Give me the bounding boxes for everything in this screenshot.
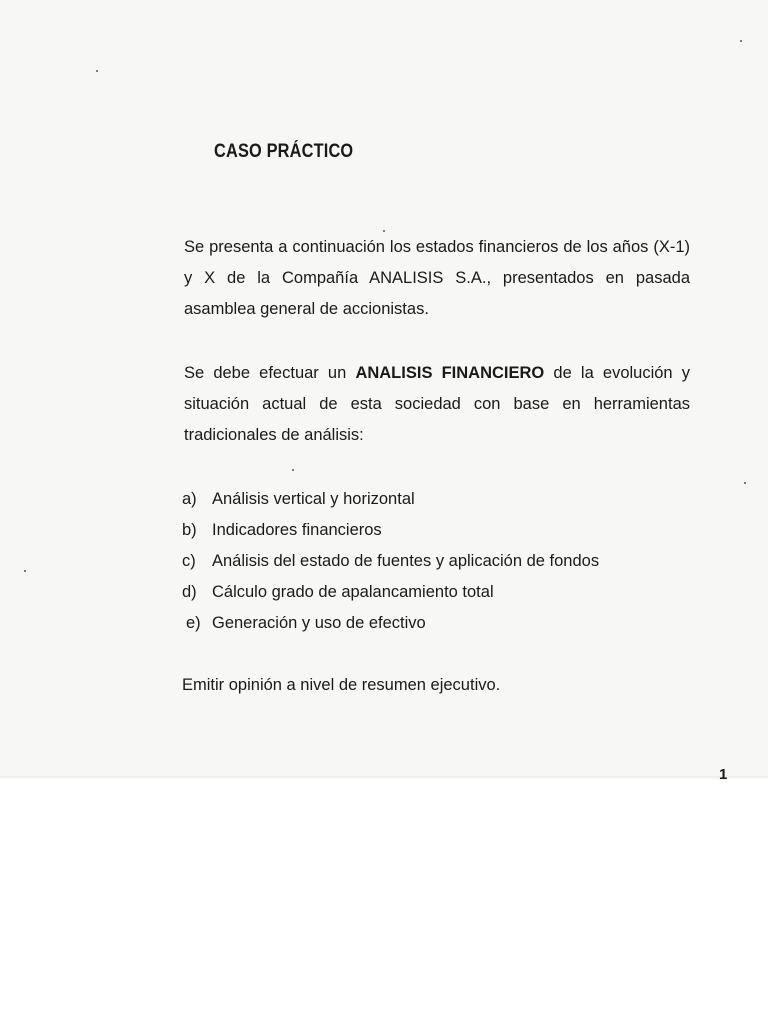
- closing-instruction: Emitir opinión a nivel de resumen ejecutivo.: [182, 676, 501, 694]
- scan-speck: [744, 482, 746, 484]
- scan-speck: [24, 570, 26, 572]
- list-item-text: Cálculo grado de apalancamiento total: [212, 583, 494, 601]
- document-title: CASO PRÁCTICO: [214, 141, 354, 162]
- scan-speck: [740, 40, 742, 42]
- list-item-letter: c): [182, 552, 196, 570]
- page-number: 1: [719, 766, 728, 783]
- list-item: [182, 546, 599, 577]
- list-item-text: Análisis del estado de fuentes y aplicación de fondos: [212, 552, 600, 570]
- list-item-letter: b): [182, 521, 197, 539]
- list-item: [182, 608, 599, 639]
- task-paragraph: [184, 358, 690, 451]
- list-item: [182, 484, 599, 515]
- list-item: [182, 515, 599, 546]
- list-item-text: Indicadores financieros: [212, 521, 382, 539]
- scan-speck: [96, 70, 98, 72]
- task-paragraph-start: Se debe efectuar un: [184, 364, 356, 382]
- list-item-text: Generación y uso de efectivo: [212, 614, 426, 632]
- list-item-letter: d): [182, 583, 197, 601]
- list-item-letter: e): [186, 614, 201, 632]
- task-paragraph-end: de la evolución y situación actual de esta sociedad con base en herramientas tradicionales de análisis:: [184, 364, 690, 444]
- analysis-emphasis: ANALISIS FINANCIERO: [355, 364, 545, 382]
- list-item-text: Análisis vertical y horizontal: [212, 490, 415, 508]
- list-item: [182, 577, 599, 608]
- scan-speck: [292, 469, 294, 471]
- list-item-letter: a): [182, 490, 197, 508]
- scan-edge: [0, 776, 768, 780]
- intro-paragraph: Se presenta a continuación los estados financieros de los años (X-1) y X de la Compañía ANALISIS S.A., presentados en pasada asamblea general de accionistas.: [184, 238, 690, 318]
- task-list: [182, 484, 599, 639]
